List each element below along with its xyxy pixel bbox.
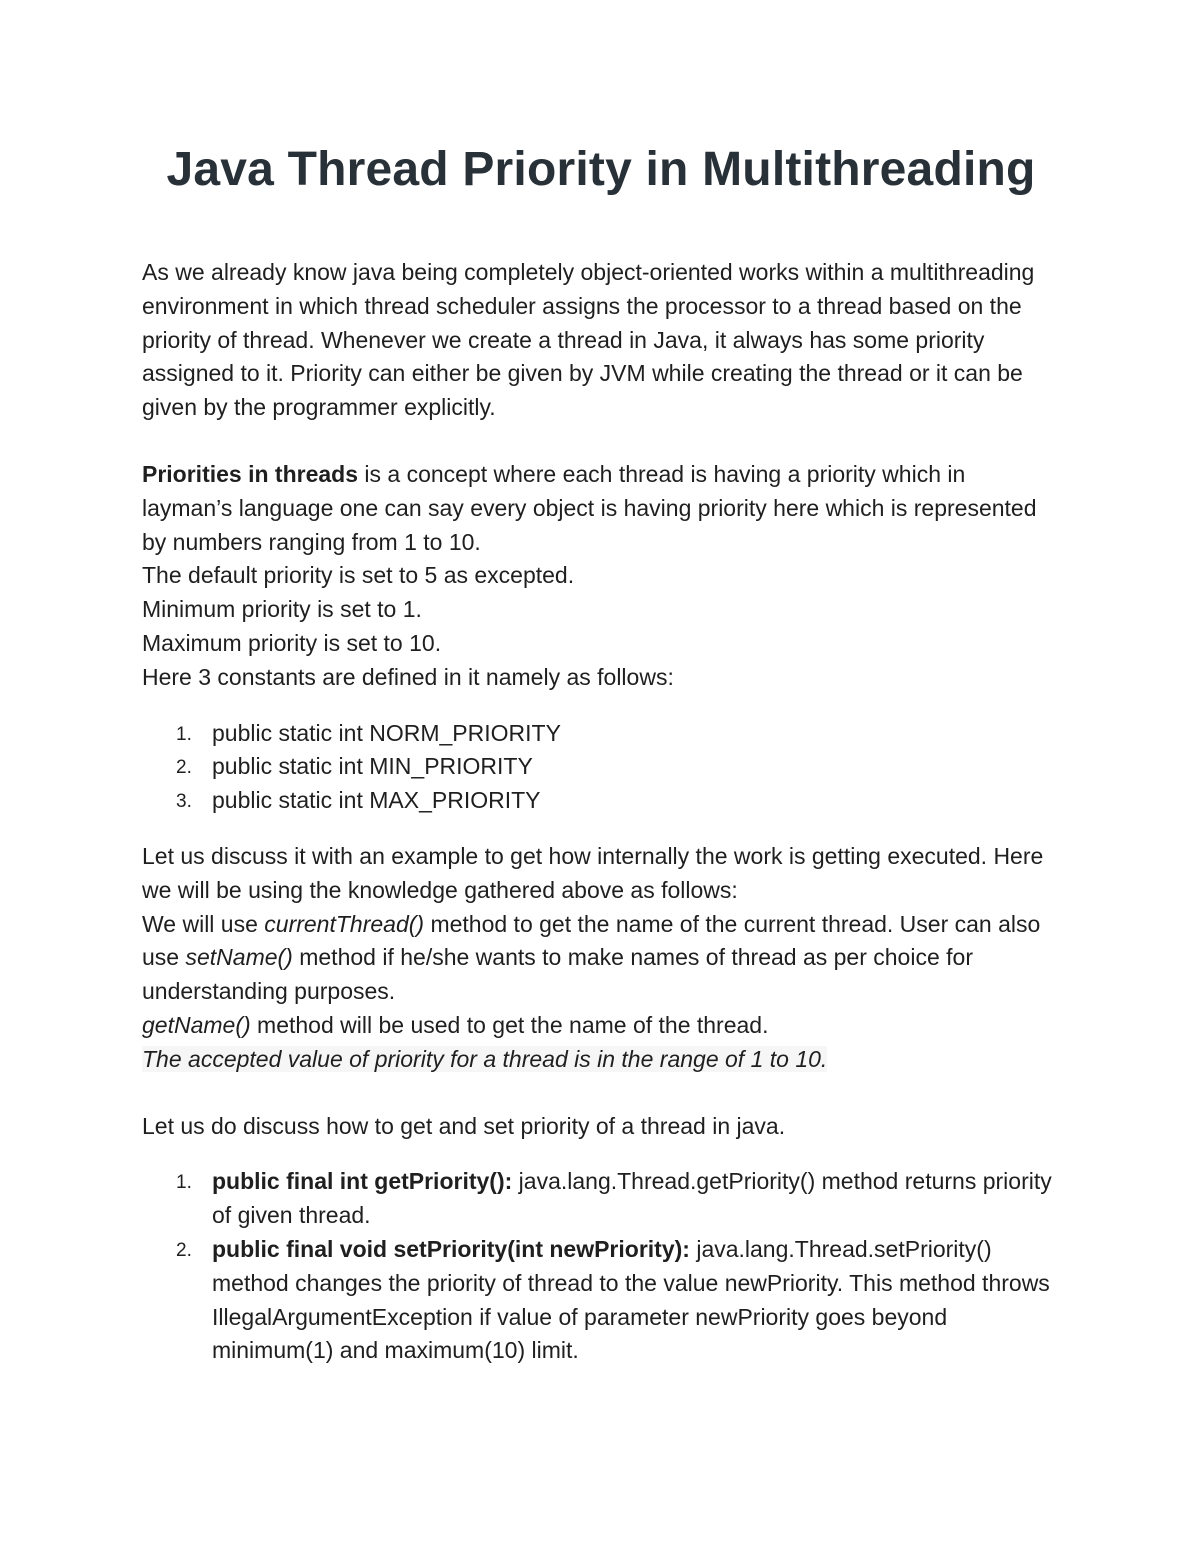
method-word: method xyxy=(250,1011,334,1038)
list-item xyxy=(142,1165,1060,1233)
list-item xyxy=(142,750,1060,784)
priorities-bold-lead: Priorities in threads xyxy=(142,460,359,487)
list-item-text: public static int MIN_PRIORITY xyxy=(212,753,533,780)
list-number: 3. xyxy=(176,791,192,813)
set-name-method: setName() xyxy=(185,944,293,971)
method-description: java.lang.Thread.getPriority() method returns priority of given thread. xyxy=(212,1168,1052,1229)
accepted-range-line xyxy=(142,1043,1060,1077)
method-description: java.lang.Thread.setPriority() method changes the priority of thread to the value newPriority. This method throws IllegalArgumentException if value of parameter newPriority goes beyond minimum(1) and maximum(10) limit. xyxy=(212,1235,1050,1364)
list-number: 2. xyxy=(176,757,192,779)
list-item xyxy=(142,784,1060,818)
intro-text-part2: in which thread scheduler assigns the processor to a thread based on the priority of thread. Whenever we create a thread in Java, it always has some priority assigned to it. Priority can either be given by JVM while creating the thread or it can be given by the programmer explicitly. xyxy=(142,292,1023,421)
accepted-range-text: The accepted value of priority for a thread is in the range of 1 to 10. xyxy=(142,1045,828,1072)
method-signature: public final int getPriority(): xyxy=(212,1168,513,1195)
discuss-paragraph: Let us do discuss how to get and set priority of a thread in java. xyxy=(142,1112,786,1139)
list-item xyxy=(142,717,1060,751)
priorities-text: is a concept where each thread is having a priority which in layman’s language one can say every object is having priority here which is represented by numbers ranging from 1 to 10. xyxy=(142,460,1037,555)
constants-intro-line: Here 3 constants are defined in it namely as follows: xyxy=(142,663,674,690)
min-priority-line: Minimum priority is set to 1. xyxy=(142,596,422,623)
after-current-text: method to get the name of the current thread. User can also use xyxy=(142,910,1041,971)
constants-list xyxy=(142,717,1060,818)
list-item-text: public static int MAX_PRIORITY xyxy=(212,787,541,814)
list-number: 1. xyxy=(176,1172,192,1194)
page-title: Java Thread Priority in Multithreading xyxy=(166,143,1036,196)
methods-list xyxy=(142,1165,1060,1368)
get-name-method: getName() xyxy=(142,1011,251,1038)
list-number: 2. xyxy=(176,1239,192,1261)
list-item xyxy=(142,1233,1060,1368)
after-get-name-text: will be used to get the name of the thread. xyxy=(333,1011,769,1038)
current-thread-paragraph xyxy=(142,908,1060,1009)
list-number: 1. xyxy=(176,723,192,745)
get-name-line xyxy=(142,1009,1060,1043)
current-thread-method: currentThread() xyxy=(264,910,425,937)
example-intro-paragraph: Let us discuss it with an example to get how internally the work is getting executed. Here we will be using the knowledge gathered above as follows: xyxy=(142,842,1044,903)
we-use-text: We will use xyxy=(142,910,265,937)
after-set-name-text: method if he/she wants to make names of thread as per choice for understanding purposes. xyxy=(142,944,973,1005)
max-priority-line: Maximum priority is set to 10. xyxy=(142,629,442,656)
priorities-paragraph xyxy=(142,458,1060,559)
intro-paragraph xyxy=(142,256,1060,425)
list-item-text: public static int NORM_PRIORITY xyxy=(212,719,561,746)
intro-text-part1: As we already know java being completely object-oriented works within a multithreading environment xyxy=(142,259,1035,319)
default-priority-line: The default priority is set to 5 as excepted. xyxy=(142,562,575,589)
method-signature: public final void setPriority(int newPriority): xyxy=(212,1235,690,1262)
